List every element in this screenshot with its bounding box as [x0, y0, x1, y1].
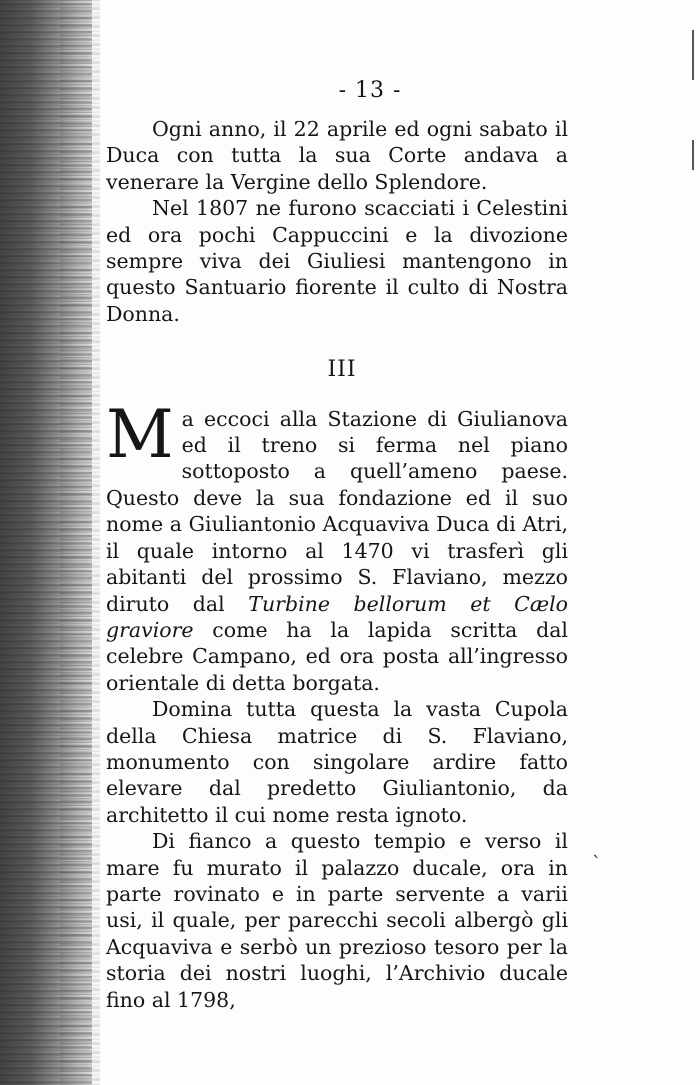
scan-artifact: ˎ [592, 838, 601, 859]
right-edge-mark [692, 140, 694, 170]
spine-speckle [60, 0, 100, 1085]
section-heading: III [327, 357, 357, 383]
dropcap-text-end: come ha la lapida scritta dal celebre Campano, ed ora posta all’ingresso orientale di detta borgata. [106, 617, 568, 695]
paragraph-4: Di fianco a questo tempio e verso il mare fu murato il palazzo ducale, ora in parte rovinato e in parte servente a varii usi, il quale, per parecchi secoli albergò gli Acquaviva e serbò un prezioso tesoro per la storia dei nostri luoghi, l’Archivio ducale fino al 1798, [106, 829, 568, 1012]
paragraph-dropcap [106, 395, 568, 696]
dropcap-text: a eccoci alla Stazione di Giulianova ed il treno si ferma nel piano sottoposto a quell’ameno paese. Questo deve la sua fondazione ed il suo nome a Giuliantonio Acquaviva Duca di Atri, il quale intorno al 1470 vi trasferì gli abitanti del prossimo S. Flaviano, mezzo diruto dal [106, 406, 568, 616]
paragraph-1: Ogni anno, il 22 aprile ed ogni sabato il Duca con tutta la sua Corte andava a venerare la Vergine dello Splendore. [106, 117, 568, 194]
page-number: - 13 - [338, 78, 402, 103]
right-edge-mark [692, 30, 694, 80]
body-text [106, 116, 568, 1013]
paragraph-3: Domina tutta questa la vasta Cupola della Chiesa matrice di S. Flaviano, monumento con singolare ardire fatto elevare dal predetto Giuliantonio, da architetto il cui nome resta ignoto. [106, 697, 568, 827]
drop-cap-letter: M [106, 395, 174, 473]
latin-quote: Turbine bellorum et Cælo graviore [106, 591, 568, 642]
paragraph-2: Nel 1807 ne furono scacciati i Celestini ed ora pochi Cappuccini e la divozione sempre viva dei Giuliesi mantengono in questo Santuario fiorente il culto di Nostra Donna. [106, 196, 568, 326]
